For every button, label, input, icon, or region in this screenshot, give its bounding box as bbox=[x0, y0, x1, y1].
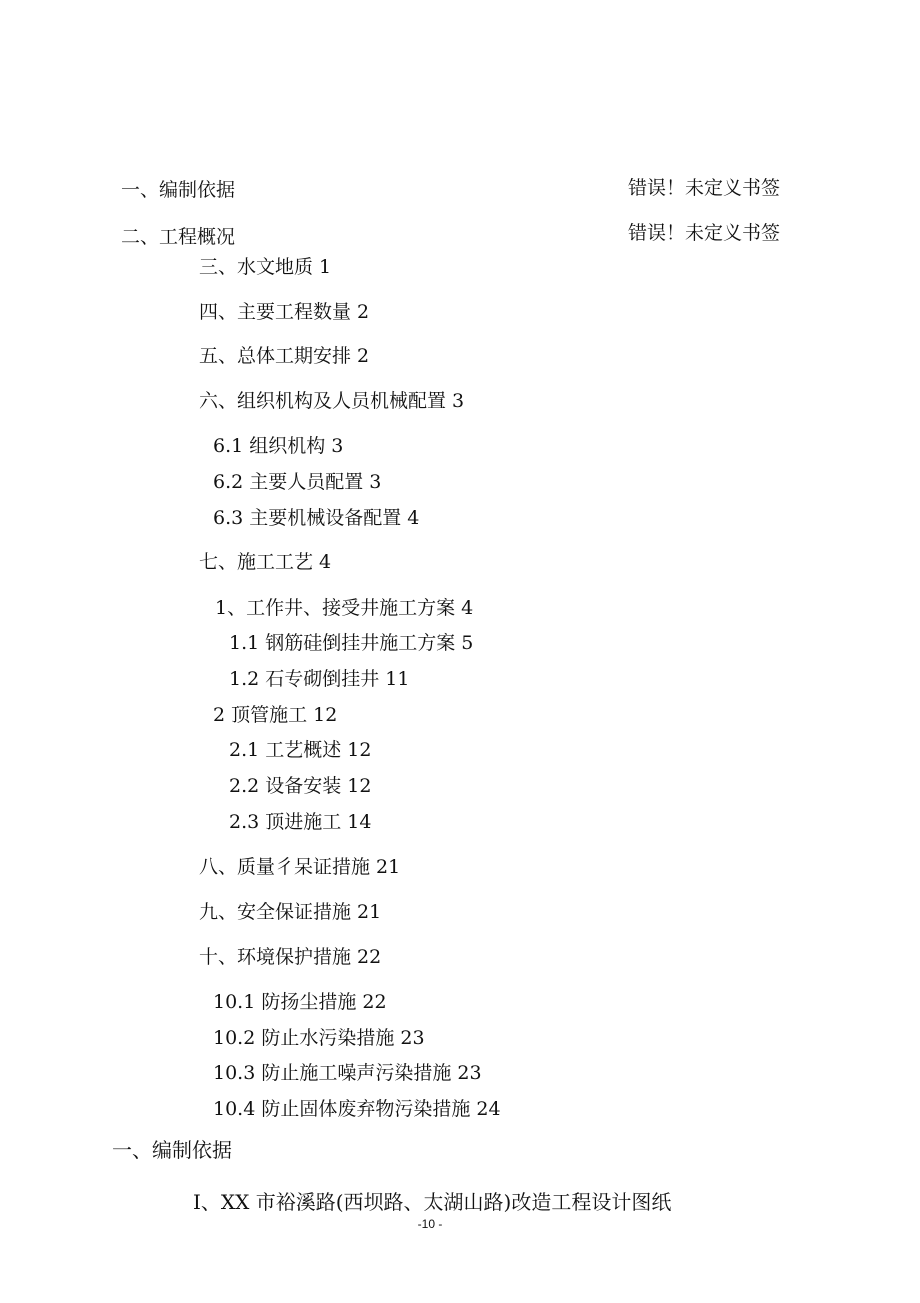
toc-entry-10-1[interactable]: 10.1 防扬尘措施 22 bbox=[213, 991, 387, 1013]
toc-entry-10-2[interactable]: 10.2 防止水污染措施 23 bbox=[213, 1027, 425, 1049]
toc-entry-6-2[interactable]: 6.2 主要人员配置 3 bbox=[213, 471, 382, 493]
toc-entry-7-1-2[interactable]: 1.2 石专砌倒挂井 11 bbox=[229, 668, 410, 690]
toc-entry-6[interactable]: 六、组织机构及人员机械配置 3 bbox=[199, 390, 465, 412]
toc-entry-6-3[interactable]: 6.3 主要机械设备配置 4 bbox=[213, 507, 420, 529]
toc-entry-10-3[interactable]: 10.3 防止施工噪声污染措施 23 bbox=[213, 1062, 482, 1084]
toc-entry-6-1[interactable]: 6.1 组织机构 3 bbox=[213, 435, 344, 457]
toc-entry-10-4[interactable]: 10.4 防止固体废弃物污染措施 24 bbox=[213, 1098, 501, 1120]
toc-entry-1[interactable]: 一、编制依据 bbox=[121, 179, 236, 201]
toc-entry-7[interactable]: 七、施工工艺 4 bbox=[199, 551, 332, 573]
toc-entry-10[interactable]: 十、环境保护措施 22 bbox=[199, 946, 382, 968]
toc-entry-2-error: 错误！未定义书签 bbox=[628, 222, 781, 244]
page-number: -10 - bbox=[417, 1217, 443, 1231]
toc-entry-3[interactable]: 三、水文地质 1 bbox=[199, 256, 332, 278]
body-paragraph-item: I、XX 市裕溪路(西坝路、太湖山路)改造工程设计图纸 bbox=[193, 1190, 672, 1214]
toc-entry-1-error: 错误！未定义书签 bbox=[628, 177, 781, 199]
section-heading: 一、编制依据 bbox=[112, 1138, 232, 1162]
toc-entry-7-2[interactable]: 2 顶管施工 12 bbox=[213, 704, 338, 726]
toc-entry-7-2-2[interactable]: 2.2 设备安装 12 bbox=[229, 775, 372, 797]
toc-entry-9[interactable]: 九、安全保证措施 21 bbox=[199, 901, 382, 923]
toc-entry-4[interactable]: 四、主要工程数量 2 bbox=[199, 301, 370, 323]
toc-entry-7-1[interactable]: 1、工作井、接受井施工方案 4 bbox=[215, 597, 474, 619]
toc-entry-7-2-3[interactable]: 2.3 顶进施工 14 bbox=[229, 811, 372, 833]
toc-entry-2[interactable]: 二、工程概况 bbox=[121, 226, 236, 248]
toc-entry-7-1-1[interactable]: 1.1 钢筋硅倒挂井施工方案 5 bbox=[229, 632, 474, 654]
toc-entry-5[interactable]: 五、总体工期安排 2 bbox=[199, 345, 370, 367]
toc-entry-8[interactable]: 八、质量彳呆证措施 21 bbox=[199, 856, 401, 878]
toc-entry-7-2-1[interactable]: 2.1 工艺概述 12 bbox=[229, 739, 372, 761]
